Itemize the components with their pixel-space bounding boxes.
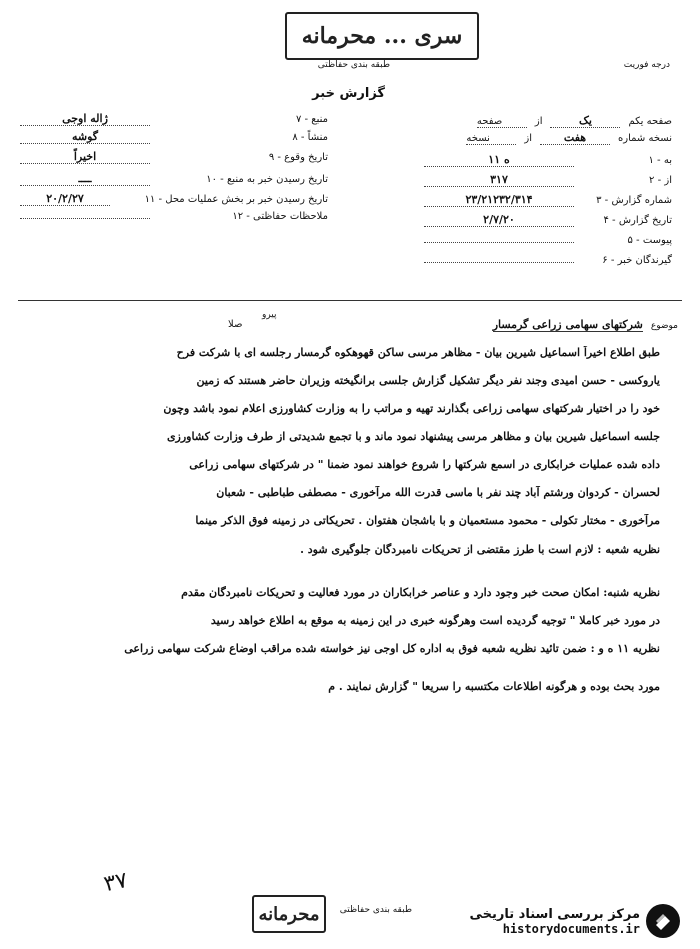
body-line: خود را در اختیار شرکتهای سهامی زراعی بگذارند تهیه و مراتب را به وزارت کشاورزی اعلام نمود باشد وچون [163, 402, 660, 415]
logo-title: مرکز بررسی اسناد تاریخی [469, 906, 640, 922]
body-line: داده شده عملیات خرابکاری در اسمع شرکتها را شروع خواهند نمود ضمنا " در شرکتهای سهامی زراعی [189, 458, 660, 471]
field-copy [466, 131, 672, 145]
field-label: ۶ - گیرندگان خبر [602, 255, 672, 266]
field-label: ۳ - شماره گزارش [596, 195, 672, 206]
classification-stamp-bottom: محرمانه [252, 895, 326, 933]
field-value: ۱۱ ه [424, 153, 574, 167]
field-label: صفحه [477, 116, 527, 128]
field-attachment [424, 235, 672, 246]
field-label: ۱۱ - تاریخ رسیدن خبر بر بخش عملیات محل [144, 194, 328, 205]
body-line: طبق اطلاع اخیراً اسماعیل شیرین بیان - مظاهر مرسی ساکن قهوهکوه گرمسار رجلسه ای با شرکت فرح [176, 346, 660, 359]
field-label: از [524, 133, 533, 144]
field-value: هفت [540, 131, 610, 145]
margin-mark: ۳۷ [101, 867, 130, 898]
body-line: نظریه ۱۱ ه و : ضمن تائید نظریه شعبه فوق به اداره کل اوجی نیز خواسته شده مراقب اوضاع شرکت سهامی زراعی [124, 642, 660, 655]
body-line: یاروکسی - حسن امیدی وجند نفر دیگر تشکیل گزارش جلسی برانگیخته وزیران حاضر هستند که زمین [196, 374, 660, 387]
body-line: لحسران - کردوان ورشتم آباد چند نفر با ماسی قدرت الله مرآخوری - مصطفی طباطبی - شعبان [216, 486, 660, 499]
body-line: جلسه اسماعیل شیرین بیان و مظاهر مرسی پیشنهاد نمود ماند و با تجمع شدیدتی از طرف وزارت کشاورزی [166, 430, 660, 443]
field-value: ژاله اوجی [20, 112, 150, 126]
field-news-to-source-date [20, 172, 328, 186]
subject-label: موضوع [650, 321, 678, 331]
field-value: ۲/۷/۲۰ [424, 213, 574, 227]
field-value: ۲۰/۲/۲۷ [20, 192, 110, 206]
field-label: ۱۰ - تاریخ رسیدن خبر به منبع [206, 174, 328, 185]
field-source [20, 112, 328, 126]
field-label: صفحه یکم [628, 116, 672, 127]
field-label: ۱ - به [648, 155, 672, 166]
logo-url[interactable]: historydocuments.ir [502, 921, 640, 936]
field-label: از [534, 116, 543, 127]
body-line: نظریه شنبه: امکان صحت خبر وجود دارد و عناصر خرابکاران در مورد فعالیت و تحریکات نامبردگان مقدم [181, 586, 660, 599]
body-line: نظریه شعبه : لازم است با طرز مقتضی از تحریکات نامبردگان جلوگیری شود . [300, 543, 660, 556]
field-origin [20, 130, 328, 144]
field-report-number [424, 193, 672, 207]
field-label: ۹ - تاریخ وقوع [268, 152, 328, 163]
field-label: ۴ - تاریخ گزارش [603, 215, 672, 226]
subject-value: شرکتهای سهامی زراعی گرمسار [492, 318, 643, 331]
body-line: در مورد خبر کاملا " توجیه گردیده است وهرگونه خبری در این زمینه به موقع به اطلاع خواهد رسید [210, 614, 660, 627]
field-value [424, 262, 574, 263]
archive-logo [435, 901, 680, 941]
classification-stamp-top: سری ... محرمانه [285, 12, 479, 60]
field-value: ۳۱۷ [424, 173, 574, 187]
field-value: اخیراً [20, 150, 150, 164]
field-value [20, 218, 150, 219]
classification-caption-top: طبقه بندی حفاظتی [317, 60, 390, 70]
field-label: ۸ - منشاً [292, 132, 328, 143]
field-label: ۱۲ - ملاحظات حفاظتی [232, 211, 328, 222]
document-stack-icon [646, 904, 680, 938]
field-value: گوشه [20, 130, 150, 144]
field-label: نسخه شماره [618, 133, 672, 144]
subject-annotation-small: پیرو [262, 310, 277, 320]
field-value: یک [550, 114, 620, 128]
body-line: مرآخوری - مختار تکولی - محمود مستعمیان و با باشجان هفتوان . تحریکاتی در زمینه فوق الذکر مینما [195, 514, 660, 527]
subject-annotation: صلا [228, 319, 243, 330]
field-news-to-ops-date [20, 192, 328, 206]
field-label: ۷ - منبع [295, 114, 328, 125]
field-to [424, 153, 672, 167]
subject-row [493, 318, 678, 332]
field-occurrence-date [20, 150, 328, 164]
field-label: ۲ - از [649, 175, 672, 186]
field-label: نسخه [466, 133, 516, 145]
priority-label: درجه فوریت [623, 60, 670, 70]
field-security-notes [20, 211, 328, 222]
field-label: ۵ - پیوست [627, 235, 672, 246]
report-title: گزارش خبر [312, 86, 385, 101]
header-divider [18, 300, 682, 301]
field-value: ــــ [20, 172, 150, 186]
field-page [477, 114, 672, 128]
field-report-date [424, 213, 672, 227]
field-from [424, 173, 672, 187]
field-value: ۲۳/۲۱۲۳۲/۳۱۴ [424, 193, 574, 207]
body-line: مورد بحث بوده و هرگونه اطلاعات مکتسبه را سریعا " گزارش نمایند . م [328, 680, 660, 693]
field-recipients [424, 255, 672, 266]
classification-caption-bottom: طبقه بندی حفاظتی [339, 905, 412, 915]
field-value [424, 242, 574, 243]
